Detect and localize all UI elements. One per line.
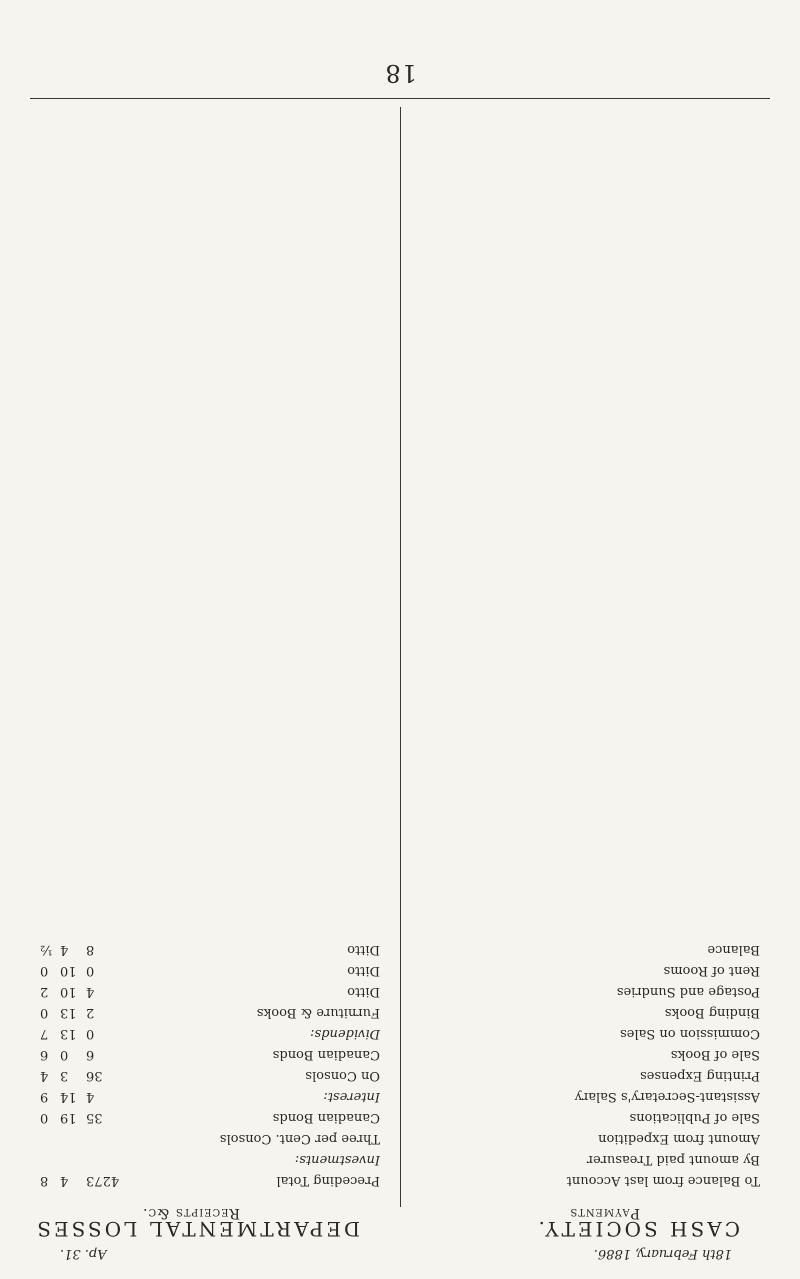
ledger-row (40, 1067, 380, 1084)
account-reference: Ap. 31. (60, 1246, 107, 1261)
date-line: 18th February, 1886. (593, 1246, 732, 1261)
ledger-row-label: Ditto (347, 984, 380, 999)
ledger-amount-a: 4 (86, 984, 95, 999)
ledger-row-label: By amount paid Treasurer (586, 1152, 760, 1167)
ledger-row (40, 941, 380, 958)
ledger-row-label: Canadian Bonds (272, 1110, 380, 1125)
ledger-row-label: Sale of Publications (629, 1110, 760, 1125)
ledger-row (420, 983, 760, 1000)
ledger-row (420, 1046, 760, 1063)
left-column-title: CASH SOCIETY. (535, 1217, 740, 1241)
ledger-amount-a: 0 (86, 1026, 95, 1041)
ledger-row-label: On Consols (305, 1068, 380, 1083)
ledger-row (40, 1109, 380, 1126)
ledger-amount-c: 4 (40, 1068, 49, 1083)
ledger-amount-c: 9 (40, 1089, 49, 1104)
ledger-row-label: Ditto (347, 942, 380, 957)
ledger-row (420, 1088, 760, 1105)
ledger-row (420, 1109, 760, 1126)
ledger-row (40, 1046, 380, 1063)
ledger-amount-b: 14 (60, 1089, 77, 1104)
ledger-row (40, 983, 380, 1000)
ledger-amount-c: 0 (40, 963, 49, 978)
ledger-amount-b: 3 (60, 1068, 69, 1083)
ledger-row (40, 1004, 380, 1021)
ledger-row-label: Three per Cent. Consols (219, 1131, 380, 1146)
ledger-row-label: Interest: (323, 1089, 380, 1104)
ledger-amount-c: 0 (40, 1110, 49, 1125)
ledger-amount-a: 6 (86, 1047, 95, 1062)
ledger-row-label: Furniture & Books (256, 1005, 380, 1020)
ledger-row (420, 1067, 760, 1084)
ledger-row (420, 962, 760, 979)
ledger-amount-b: 13 (60, 1026, 77, 1041)
ledger-row (40, 1151, 380, 1168)
ledger-amount-b: 4 (60, 942, 69, 957)
ledger-row (420, 1151, 760, 1168)
ledger-row (420, 1004, 760, 1021)
ledger-row-label: Amount from Expedition (598, 1131, 760, 1146)
ledger-amount-c: 0 (40, 1005, 49, 1020)
ledger-row (40, 1025, 380, 1042)
ledger-amount-a: 0 (86, 963, 95, 978)
ledger-amount-b: 4 (60, 1173, 69, 1188)
ledger-row-label: Binding Books (664, 1005, 760, 1020)
left-column-subtitle: Payments (569, 1205, 640, 1221)
ledger-row-label: Commission on Sales (620, 1026, 760, 1041)
ledger-amount-a: 36 (86, 1068, 103, 1083)
right-column-title: DEPARTMENTAL LOSSES (34, 1217, 360, 1241)
ledger-amount-b: 10 (60, 984, 77, 999)
ledger-amount-b: 0 (60, 1047, 69, 1062)
ledger-row (420, 1025, 760, 1042)
ledger-row-label: Ditto (347, 963, 380, 978)
ledger-amount-a: 8 (86, 942, 95, 957)
ledger-amount-b: 10 (60, 963, 77, 978)
ledger-row-label: Postage and Sundries (616, 984, 760, 999)
ledger-row (420, 1172, 760, 1189)
ledger-amount-a: 2 (86, 1005, 95, 1020)
ledger-row-label: Sale of Books (670, 1047, 760, 1062)
ledger-amount-a: 35 (86, 1110, 103, 1125)
ledger-amount-c: 6 (40, 1047, 49, 1062)
ledger-row-label: Investments: (294, 1152, 380, 1167)
ledger-row-label: To Balance from last Account (566, 1173, 760, 1188)
ledger-amount-b: 19 (60, 1110, 77, 1125)
ledger-amount-b: 13 (60, 1005, 77, 1020)
ledger-amount-c: 8 (40, 1173, 49, 1188)
ledger-row-label: Preceding Total (276, 1173, 380, 1188)
right-column-subtitle: Receipts &c. (141, 1205, 240, 1221)
ledger-amount-c: ½ (40, 942, 53, 957)
ledger-row-label: Dividends: (310, 1026, 380, 1041)
top-rule (30, 98, 770, 99)
ledger-row (420, 1130, 760, 1147)
ledger-row-label: Rent of Rooms (663, 963, 760, 978)
ledger-amount-c: 7 (40, 1026, 49, 1041)
ledger-row-label: Assistant-Secretary's Salary (574, 1089, 760, 1104)
page-number: 18 (384, 59, 417, 87)
ledger-amount-c: 2 (40, 984, 49, 999)
ledger-row (40, 1130, 380, 1147)
column-divider (400, 107, 401, 1207)
ledger-row-label: Canadian Bonds (272, 1047, 380, 1062)
ledger-row-label: Balance (707, 942, 760, 957)
ledger-amount-a: 4 (86, 1089, 95, 1104)
ledger-row (420, 941, 760, 958)
ledger-row (40, 1088, 380, 1105)
ledger-amount-a: 4273 (86, 1173, 120, 1188)
ledger-row-label: Printing Expenses (640, 1068, 760, 1083)
ledger-row (40, 1172, 380, 1189)
ledger-row (40, 962, 380, 979)
